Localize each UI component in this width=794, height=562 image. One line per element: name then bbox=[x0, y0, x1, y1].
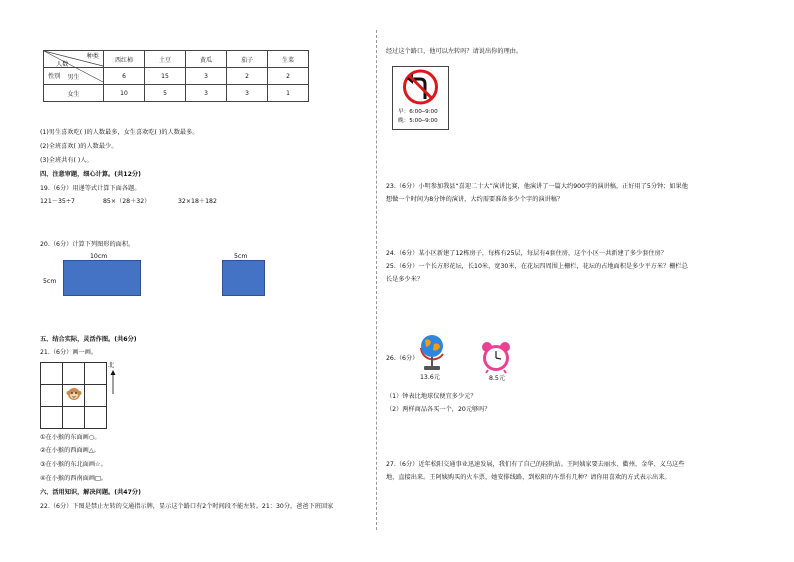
question-1: (1)男生喜欢吃( )的人数最多，女生喜欢吃( )的人数最多。 bbox=[40, 129, 199, 136]
question-25-line1: 25.（6分）一个长方形花坛，长10米，宽30米，在花坛四周围上栅栏，花坛的占地面积是多少平方米？栅栏总 bbox=[386, 263, 688, 270]
question-20: 20.（6分）计算下列图形的面积。 bbox=[40, 241, 135, 248]
survey-table bbox=[43, 50, 309, 102]
table-cell: 3 bbox=[186, 68, 227, 85]
calc-1: 121－35÷7 bbox=[40, 198, 75, 205]
grid-cell[interactable] bbox=[85, 363, 107, 385]
question-26: 26.（6分） bbox=[386, 355, 419, 362]
grid-cell-center bbox=[63, 385, 85, 407]
corner-label-count: 人数 bbox=[56, 61, 69, 68]
question-26-1: （1）钟表比地球仪便宜多少元？ bbox=[386, 393, 477, 400]
question-21: 21.（6分）画一画。 bbox=[40, 349, 98, 356]
table-row bbox=[44, 85, 309, 102]
calc-3: 32×18＋182 bbox=[178, 198, 217, 205]
question-3: (3)全班共有( )人。 bbox=[40, 157, 93, 164]
question-27-line1: 27.（6分）近年松阳交通事业迅速发展，我们有了自己的轻轨站。王阿姨家要去丽水、衢州、金华、义乌这些 bbox=[386, 461, 685, 468]
grid-cell[interactable] bbox=[63, 407, 85, 429]
table-cell: 6 bbox=[104, 68, 145, 85]
no-left-turn-sign bbox=[392, 66, 449, 130]
question-23-line1: 23.（6分）小明参加我县“喜迎二十大”演讲比赛，他演讲了一篇大约900字的演讲稿，正好用了5分钟；如果他 bbox=[386, 183, 688, 190]
col-header: 土豆 bbox=[145, 51, 186, 68]
direction-3: ③在小猴的东北面画☆。 bbox=[40, 461, 107, 468]
col-header: 黄瓜 bbox=[186, 51, 227, 68]
question-26-2: （2）两样商品各买一个，20元够吗？ bbox=[386, 406, 491, 413]
grid-cell[interactable] bbox=[85, 407, 107, 429]
direction-2: ②在小猴的西面画△。 bbox=[40, 447, 100, 454]
col-header: 生菜 bbox=[268, 51, 309, 68]
question-2: (2)全班喜欢( )的人数最少。 bbox=[40, 143, 118, 150]
sign-evening-time: 晚：5:00─9:00 bbox=[398, 118, 438, 124]
corner-label-type: 种类 bbox=[86, 53, 99, 60]
question-24: 24.（6分）某小区新建了12栋房子，每栋有25层，每层有4套住房，这个小区一共新建了多少套住房？ bbox=[386, 250, 667, 257]
calc-2: 85×（28＋32） bbox=[103, 198, 151, 205]
grid-cell[interactable] bbox=[41, 363, 63, 385]
rectangle-figure bbox=[63, 260, 141, 296]
corner-label-gender: 性别 bbox=[48, 73, 61, 80]
direction-4: ④在小猴的西南面画□。 bbox=[40, 475, 108, 482]
north-label: 北 bbox=[108, 362, 115, 369]
rect-width-label: 10cm bbox=[90, 253, 108, 260]
question-27-line2: 地，直接出来。王阿姨购买的火车票，她安排线路，到松阳的车票有几种？请你用喜欢的方式表示出来。 bbox=[386, 474, 671, 481]
monkey-icon bbox=[66, 386, 82, 402]
question-19: 19.（6分）用递等式计算下面各题。 bbox=[40, 185, 141, 192]
table-cell: 3 bbox=[186, 85, 227, 102]
rect-height-label: 5cm bbox=[43, 278, 57, 285]
grid-cell[interactable] bbox=[63, 363, 85, 385]
table-cell: 5 bbox=[145, 85, 186, 102]
row-label: 男生 bbox=[44, 68, 104, 85]
table-cell: 1 bbox=[268, 85, 309, 102]
no-left-turn-icon bbox=[393, 67, 448, 107]
col-header: 茄子 bbox=[227, 51, 268, 68]
alarm-clock-icon bbox=[479, 340, 513, 374]
question-22: 22.（6分）下图是禁止左转的交通指示牌，显示这个路口有2个时间段不能左转。21：30分，爸爸下班回家 bbox=[40, 503, 334, 510]
table-cell: 3 bbox=[227, 85, 268, 102]
north-arrow-icon bbox=[110, 370, 116, 394]
globe-price: 13.6元 bbox=[420, 374, 440, 381]
globe-icon bbox=[417, 330, 447, 372]
column-divider bbox=[376, 30, 377, 530]
question-22-continued: 经过这个路口，他可以左转吗？请说出你的理由。 bbox=[386, 48, 523, 55]
direction-1: ①在小猴的东面画○。 bbox=[40, 434, 101, 441]
sign-morning-time: 早：6:00─9:00 bbox=[398, 109, 438, 115]
direction-grid bbox=[40, 362, 107, 429]
clock-price: 8.5元 bbox=[489, 375, 506, 382]
square-width-label: 5cm bbox=[234, 253, 248, 260]
col-header: 西红柿 bbox=[104, 51, 145, 68]
table-cell: 10 bbox=[104, 85, 145, 102]
table-cell: 2 bbox=[268, 68, 309, 85]
grid-cell[interactable] bbox=[41, 385, 63, 407]
table-cell: 2 bbox=[227, 68, 268, 85]
grid-cell[interactable] bbox=[41, 407, 63, 429]
table-cell: 15 bbox=[145, 68, 186, 85]
question-23-line2: 想做一个时间为8分钟的演讲，大约需要准备多少个字的演讲稿？ bbox=[386, 196, 564, 203]
square-figure bbox=[222, 260, 265, 296]
grid-cell[interactable] bbox=[85, 385, 107, 407]
section-4-title: 四、注意审题，细心计算。(共12分) bbox=[40, 171, 141, 178]
row-label: 女生 bbox=[44, 85, 104, 102]
section-6-title: 六、活用知识，解决问题。(共47分) bbox=[40, 489, 141, 496]
question-25-line2: 长是多少米？ bbox=[386, 276, 424, 283]
section-5-title: 五、结合实际，灵活作图。(共6分) bbox=[40, 336, 137, 343]
